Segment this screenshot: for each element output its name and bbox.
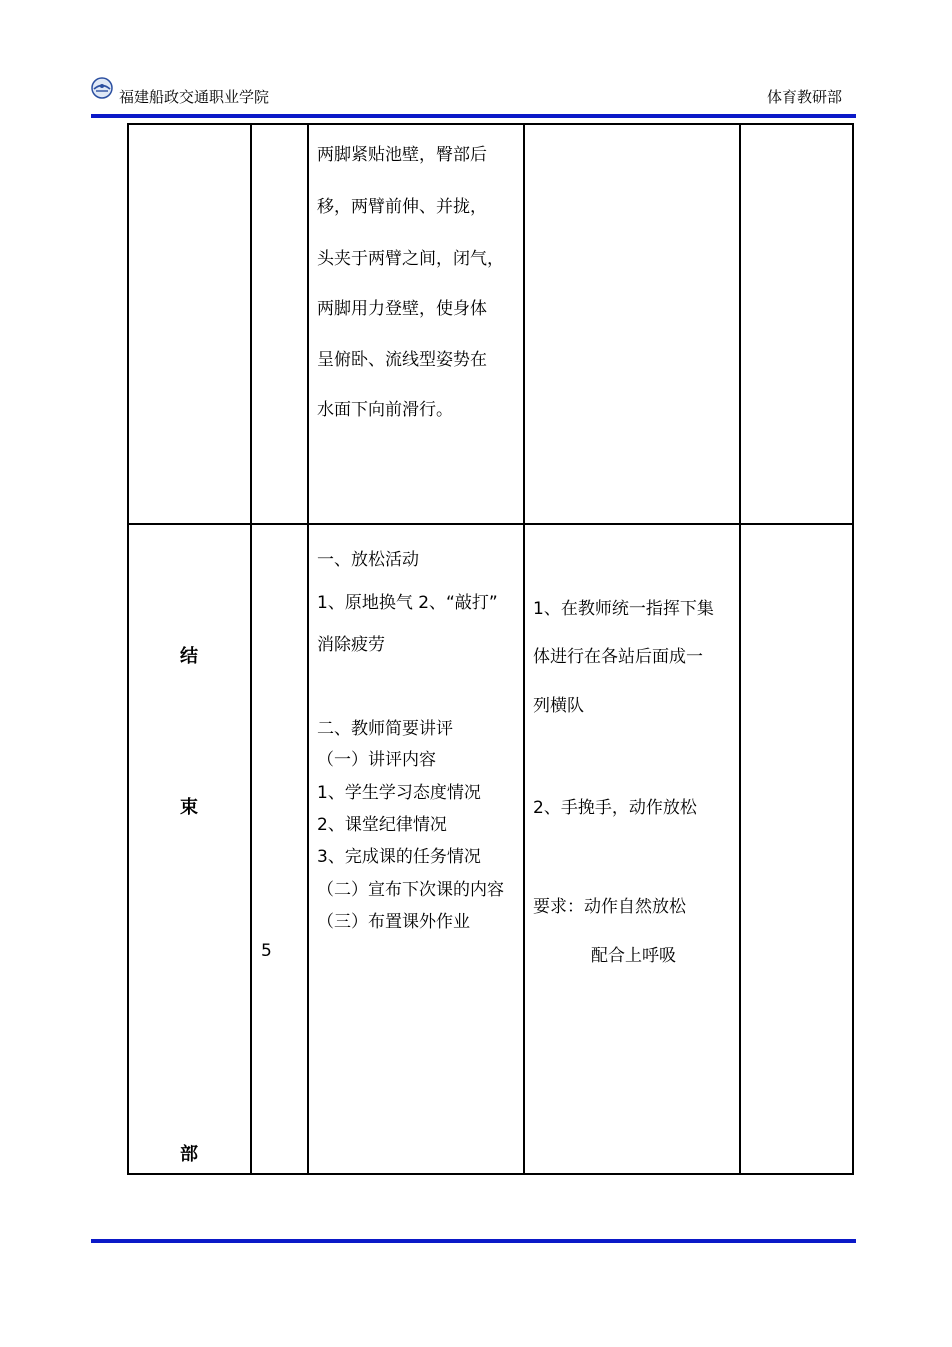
review-item: （二）宣布下次课的内容	[317, 880, 504, 900]
organization-line: 体进行在各站后面成一	[533, 647, 703, 667]
row-divider	[127, 523, 854, 525]
table-border-top	[127, 123, 854, 125]
section-title: 二、教师简要讲评	[317, 719, 453, 739]
department-name: 体育教研部	[766, 88, 842, 106]
school-name: 福建船政交通职业学院	[119, 88, 270, 106]
review-item: （一）讲评内容	[317, 750, 436, 770]
content-line: 两脚用力登壁，使身体	[317, 299, 487, 319]
content-line: 1、原地换气 2、“敲打”	[317, 593, 498, 613]
column-divider	[250, 123, 252, 1175]
page-header	[91, 74, 856, 118]
lesson-plan-table	[127, 123, 854, 1175]
organization-line: 配合上呼吸	[591, 946, 676, 966]
section-title: 一、放松活动	[317, 550, 419, 570]
footer-rule	[91, 1239, 856, 1243]
table-border-bottom	[127, 1173, 854, 1175]
review-item: 2、课堂纪律情况	[317, 815, 447, 835]
content-line: 消除疲劳	[317, 635, 385, 655]
stage-label-char: 部	[180, 1144, 198, 1165]
school-logo-icon	[91, 77, 113, 99]
organization-line: 1、在教师统一指挥下集	[533, 599, 714, 619]
stage-label-char: 结	[180, 646, 198, 667]
content-line: 水面下向前滑行。	[317, 400, 453, 420]
organization-line: 要求：动作自然放松	[533, 897, 686, 917]
column-divider	[307, 123, 309, 1175]
header-rule	[91, 114, 856, 118]
content-line: 移，两臂前伸、并拢，	[317, 197, 487, 217]
table-border-left	[127, 123, 129, 1175]
column-divider	[523, 123, 525, 1175]
content-line: 呈俯卧、流线型姿势在	[317, 350, 487, 370]
review-item: （三）布置课外作业	[317, 912, 470, 932]
column-divider	[739, 123, 741, 1175]
review-item: 3、完成课的任务情况	[317, 847, 481, 867]
content-line: 头夹于两臂之间，闭气，	[317, 249, 504, 269]
organization-line: 2、手挽手，动作放松	[533, 798, 697, 818]
stage-label-char: 束	[180, 797, 198, 818]
time-minutes: 5	[261, 941, 272, 961]
content-line: 两脚紧贴池壁，臀部后	[317, 145, 487, 165]
organization-line: 列横队	[533, 696, 584, 716]
table-border-right	[852, 123, 854, 1175]
review-item: 1、学生学习态度情况	[317, 783, 481, 803]
